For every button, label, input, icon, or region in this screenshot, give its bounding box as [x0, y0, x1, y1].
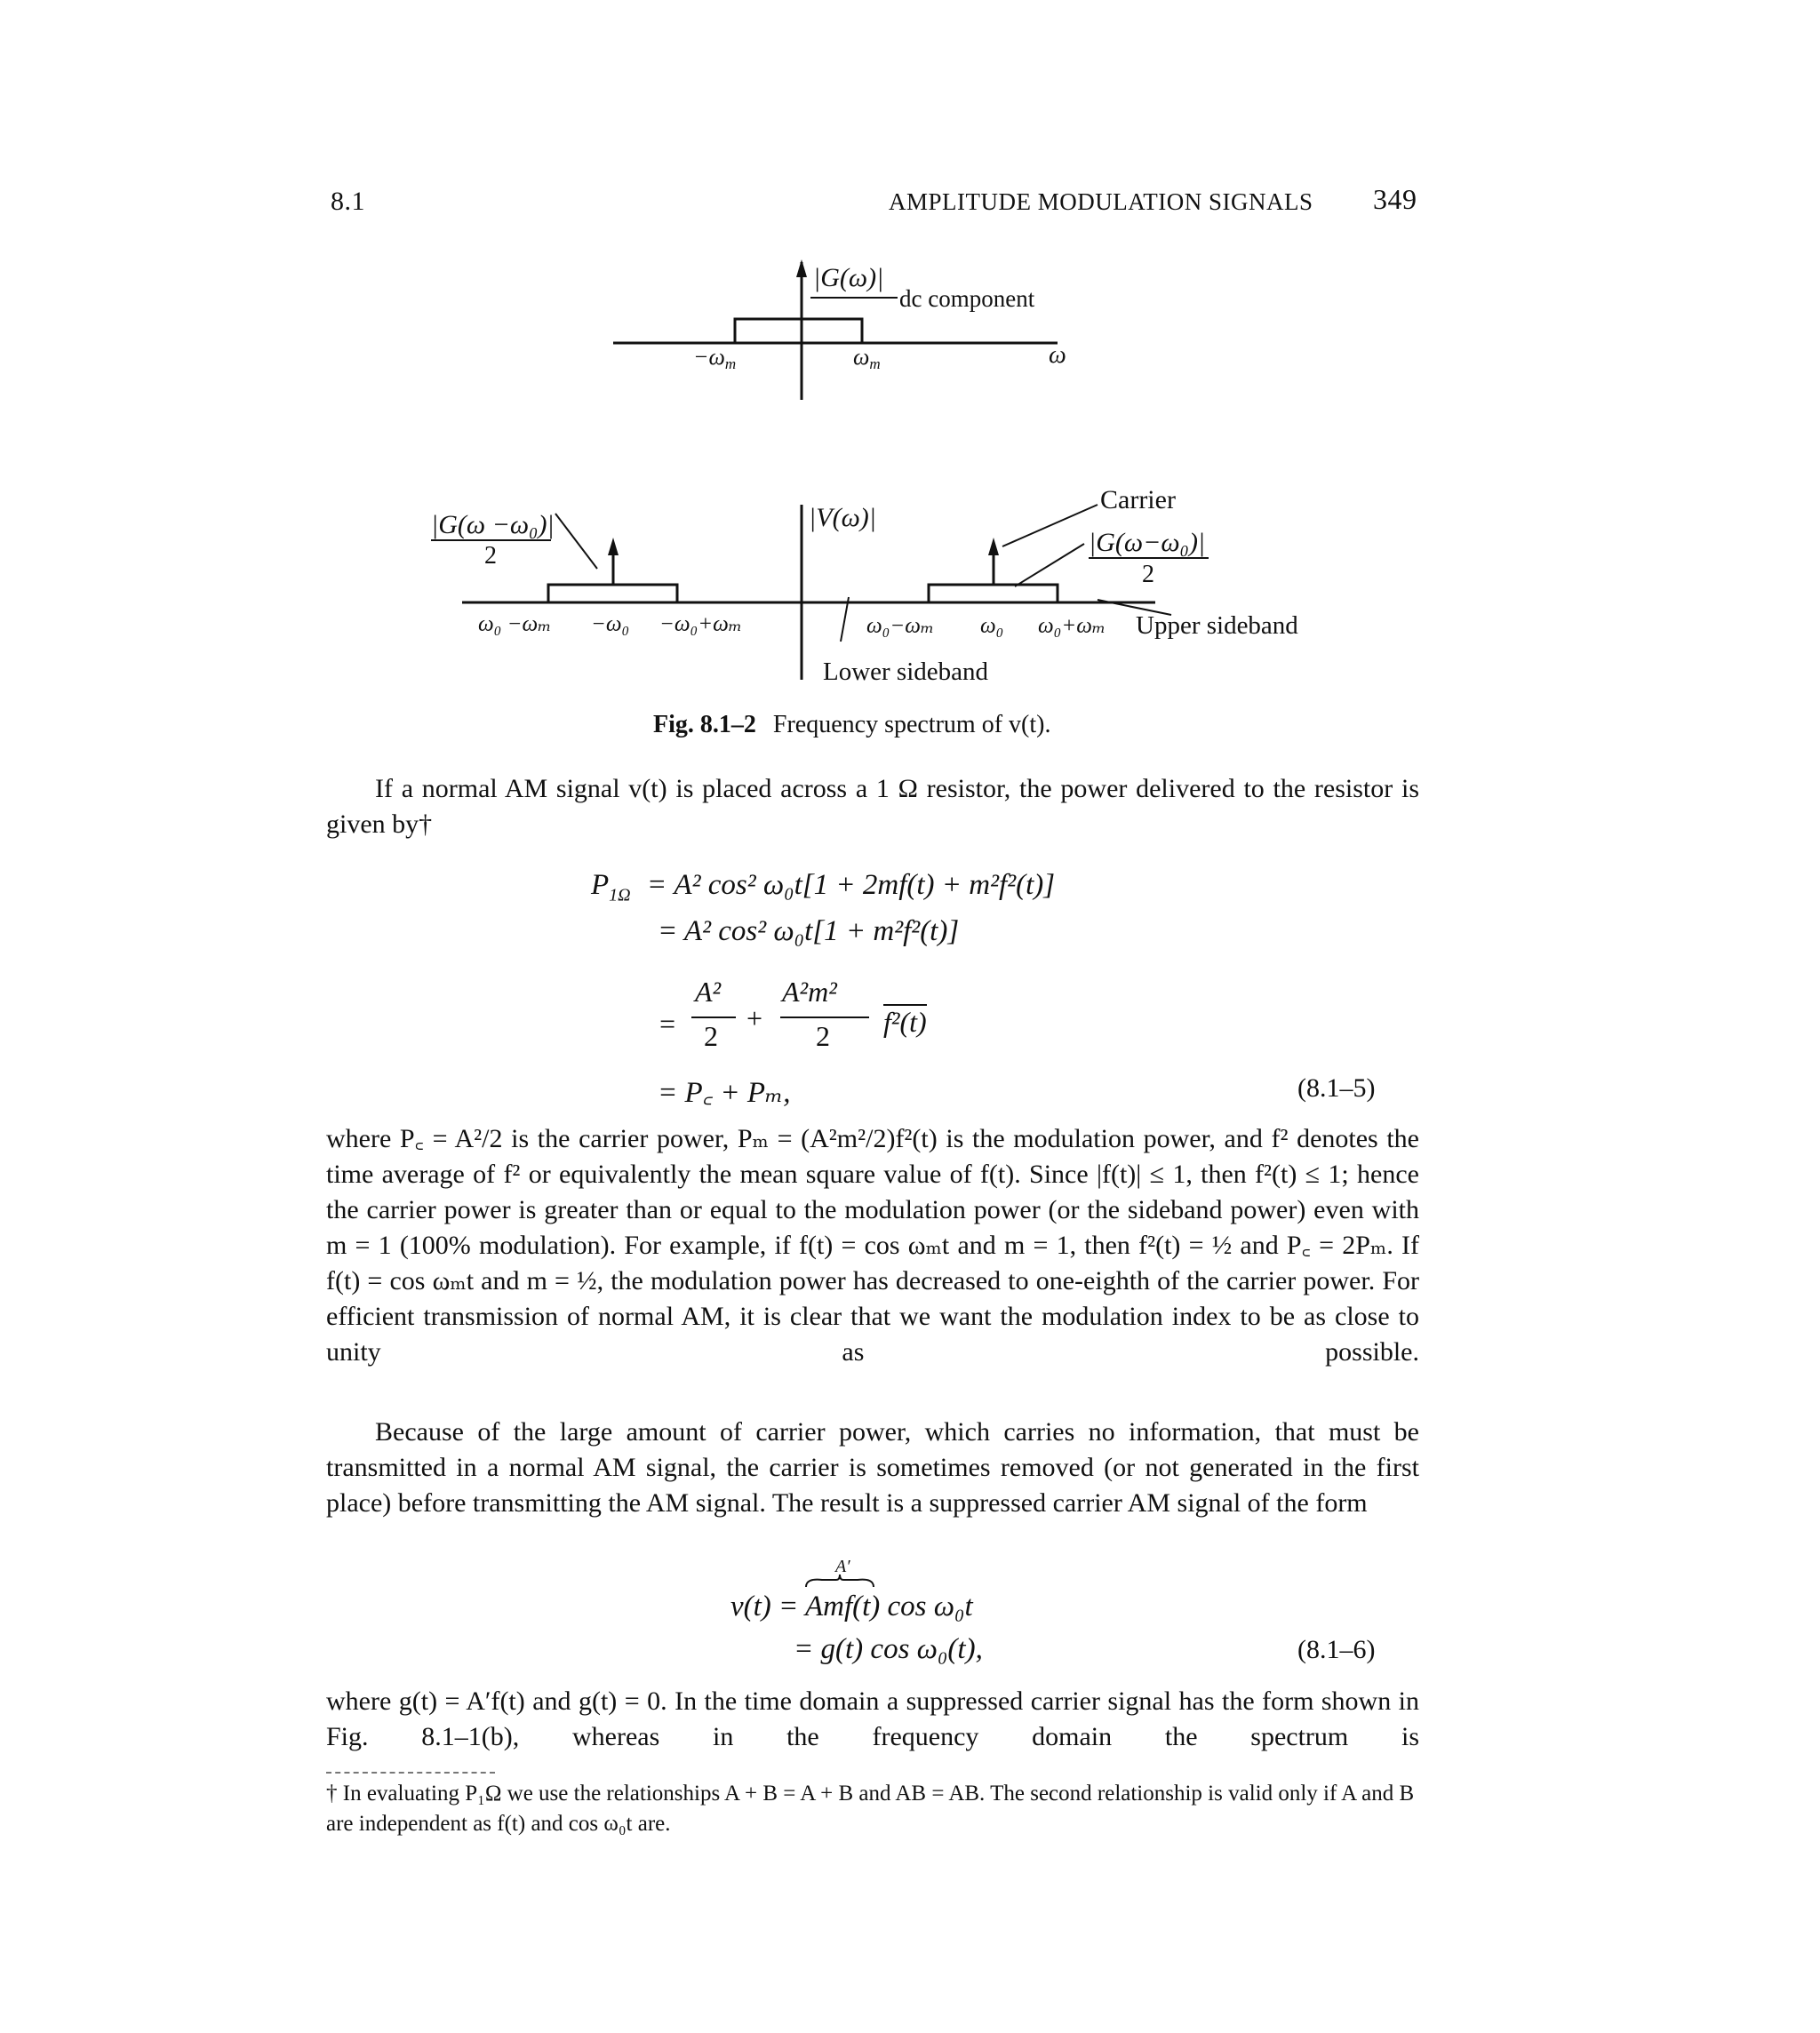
right-sideband-rect [929, 585, 1058, 602]
paragraph-2: where P꜀ = A²/2 is the carrier power, Pₘ = (A²m²/2)f²(t) is the modulation power, and f² denotes the time average of f² or equivalently the mean square value of f(t). Since |f(t)| ≤ 1, then f²(t) ≤ 1; hence the carrier power is greater than or equal to the modulation power (or the sideband power) even with m = 1 (100% modulation). For example, if f(t) = cos ωₘt and m = 1, then f²(t) = ½ and P꜀ = 2Pₘ. If f(t) = cos ωₘt and m = ½, the modulation power has decreased to one-eighth of the carrier power. For efficient transmission of normal AM, it is clear that we want the modulation index to be as close to unity as possible. [326, 1124, 1419, 1367]
eq1-frac1-num: A² [695, 976, 722, 1008]
left-spectrum-label-den: 2 [484, 542, 497, 570]
eq2-overbrace [804, 1573, 875, 1591]
eq1-line4: = P꜀ + Pₘ, [658, 1077, 791, 1109]
carrier-leader [1002, 505, 1098, 546]
eq1-line1 [591, 869, 1055, 906]
figure-caption [653, 711, 1050, 739]
figure-caption-text: Frequency spectrum of v(t). [772, 711, 1051, 738]
left-label-leader [555, 514, 597, 569]
tick-left-3: −ω₀+ωₘ [659, 612, 743, 636]
eq1-line2: = A² cos² ω₀t[1 + m²f²(t)] [658, 915, 960, 947]
pos-wm-label: ωm [853, 344, 881, 372]
top-y-label: |G(ω)| [813, 263, 884, 292]
eq2-line1: v(t) = Amf(t) cos ω₀t [730, 1591, 973, 1622]
left-sideband-rect [548, 585, 677, 602]
section-number: 8.1 [331, 187, 365, 216]
tick-left-1: ω₀ −ωₘ [478, 612, 552, 636]
right-carrier-arrow [988, 538, 999, 555]
eq1-plus: + [746, 1002, 763, 1034]
eq1-number: (8.1–5) [1297, 1073, 1376, 1103]
eq2-brace-label: A′ [835, 1557, 850, 1576]
carrier-label: Carrier [1100, 485, 1176, 514]
footnote-rule [326, 1772, 495, 1774]
eq1-frac2-num: A²m² [782, 976, 837, 1008]
page-number: 349 [1373, 183, 1417, 215]
top-omega-axis-label: ω [1049, 341, 1066, 369]
paragraph-3: Because of the large amount of carrier power, which carries no information, that must be transmitted in a normal AM signal, the carrier is sometimes removed (or not generated in the first place) before transmitting the AM signal. The result is a suppressed carrier AM signal of the form [326, 1417, 1419, 1518]
eq1-frac2-den: 2 [816, 1020, 830, 1052]
tick-left-2: −ω₀ [591, 612, 630, 636]
left-carrier-arrow [608, 538, 619, 555]
tick-right-3: ω₀+ωₘ [1038, 614, 1106, 638]
neg-wm-label: −ωm [693, 344, 737, 372]
baseband-rect [735, 319, 862, 343]
footnote: † In evaluating P₁Ω we use the relationships A + B = A + B and AB = AB. The second relationship is valid only if A and B are independent as f(t) and cos ω₀t are. [326, 1782, 1415, 1836]
left-spectrum-label-num: |G(ω −ω₀)| [431, 510, 555, 539]
eq1-fsq: f²(t) [883, 1006, 927, 1038]
eq1-lhs-subscript: 1Ω [609, 885, 631, 905]
lower-sideband-label: Lower sideband [823, 658, 989, 686]
right-label-leader [1015, 544, 1084, 586]
right-spectrum-label-num: |G(ω−ω₀)| [1089, 528, 1206, 557]
eq1-line1-rhs: = A² cos² ω₀t[1 + 2mf(t) + m²f²(t)] [646, 869, 1056, 901]
figure-caption-label: Fig. 8.1–2 [653, 711, 756, 738]
eq2-line2: = g(t) cos ω₀(t), [794, 1633, 983, 1665]
running-title: AMPLITUDE MODULATION SIGNALS [889, 188, 1313, 215]
eq1-lhs: P [591, 869, 610, 901]
paragraph-4: where g(t) = A′f(t) and g(t) = 0. In the time domain a suppressed carrier signal has the form shown in Fig. 8.1–1(b), whereas in the frequency domain the spectrum is [326, 1686, 1419, 1751]
eq2-number: (8.1–6) [1297, 1635, 1376, 1664]
upper-sideband-label: Upper sideband [1136, 611, 1298, 640]
dc-impulse-arrow [796, 259, 807, 277]
bottom-y-label: |V(ω)| [809, 503, 876, 532]
dc-component-label: dc component [899, 285, 1035, 312]
right-spectrum-label-den: 2 [1142, 561, 1154, 588]
paragraph-1: If a normal AM signal v(t) is placed across a 1 Ω resistor, the power delivered to the resistor is given by† [326, 774, 1419, 839]
tick-right-1: ω₀−ωₘ [866, 614, 935, 638]
spectrum-figure [0, 0, 1820, 711]
tick-right-2: ω₀ [980, 614, 1004, 638]
eq1-frac1-den: 2 [704, 1020, 718, 1052]
